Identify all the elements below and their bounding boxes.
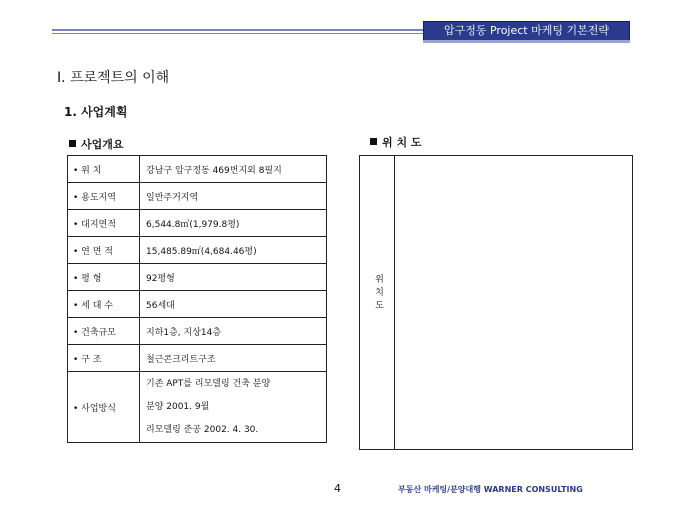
table-row (68, 291, 327, 318)
table-row (68, 210, 327, 237)
table-row (68, 345, 327, 372)
table-row (68, 264, 327, 291)
row-key: • 대지면적 (68, 210, 140, 237)
location-map-box (359, 155, 633, 450)
subsection-title: 1. 사업계획 (64, 105, 128, 119)
row-value: 6,544.8㎡(1,979.8평) (140, 210, 327, 237)
header-title: 압구정동 Project 마케팅 기본전략 (423, 21, 630, 41)
row-value (140, 372, 327, 443)
overview-heading-label: 사업개요 (81, 138, 124, 151)
row-value-line: 리모델링 준공 2002. 4. 30. (146, 424, 259, 435)
location-heading-label: 위 치 도 (382, 136, 422, 149)
location-side-panel (360, 156, 395, 449)
section-title: Ⅰ. 프로젝트의 이해 (57, 70, 170, 86)
row-key: • 용도지역 (68, 183, 140, 210)
row-value: 15,485.89㎡(4,684.46평) (140, 237, 327, 264)
row-key: • 위 치 (68, 156, 140, 183)
table-row (68, 318, 327, 345)
row-key: • 건축규모 (68, 318, 140, 345)
overview-table (67, 155, 327, 443)
row-value: 56세대 (140, 291, 327, 318)
row-key: • 사업방식 (68, 372, 140, 443)
row-key: • 연 면 적 (68, 237, 140, 264)
overview-heading (69, 136, 124, 152)
bullet-square-icon (69, 140, 76, 147)
footer-brand: 부동산 마케팅/분양대행 WARNER CONSULTING (398, 485, 583, 494)
table-row (68, 156, 327, 183)
row-key: • 구 조 (68, 345, 140, 372)
table-row (68, 237, 327, 264)
row-value-line: 분양 2001. 9월 (146, 401, 210, 412)
table-row (68, 372, 327, 443)
page-number: 4 (334, 482, 341, 495)
row-value: 92평형 (140, 264, 327, 291)
row-value: 강남구 압구정동 469번지외 8필지 (140, 156, 327, 183)
row-value: 철근콘크리트구조 (140, 345, 327, 372)
row-value-line: 기존 APT를 리모델링 건축 분양 (146, 378, 271, 389)
row-value: 지하1층, 지상14층 (140, 318, 327, 345)
header-rule-top (52, 29, 424, 31)
row-key: • 세 대 수 (68, 291, 140, 318)
row-value: 일반주거지역 (140, 183, 327, 210)
row-key: • 평 형 (68, 264, 140, 291)
bullet-square-icon (370, 138, 377, 145)
header-rule-bottom (52, 33, 424, 34)
table-row (68, 183, 327, 210)
location-side-label: 위치도 (373, 274, 383, 313)
location-heading (370, 134, 422, 150)
